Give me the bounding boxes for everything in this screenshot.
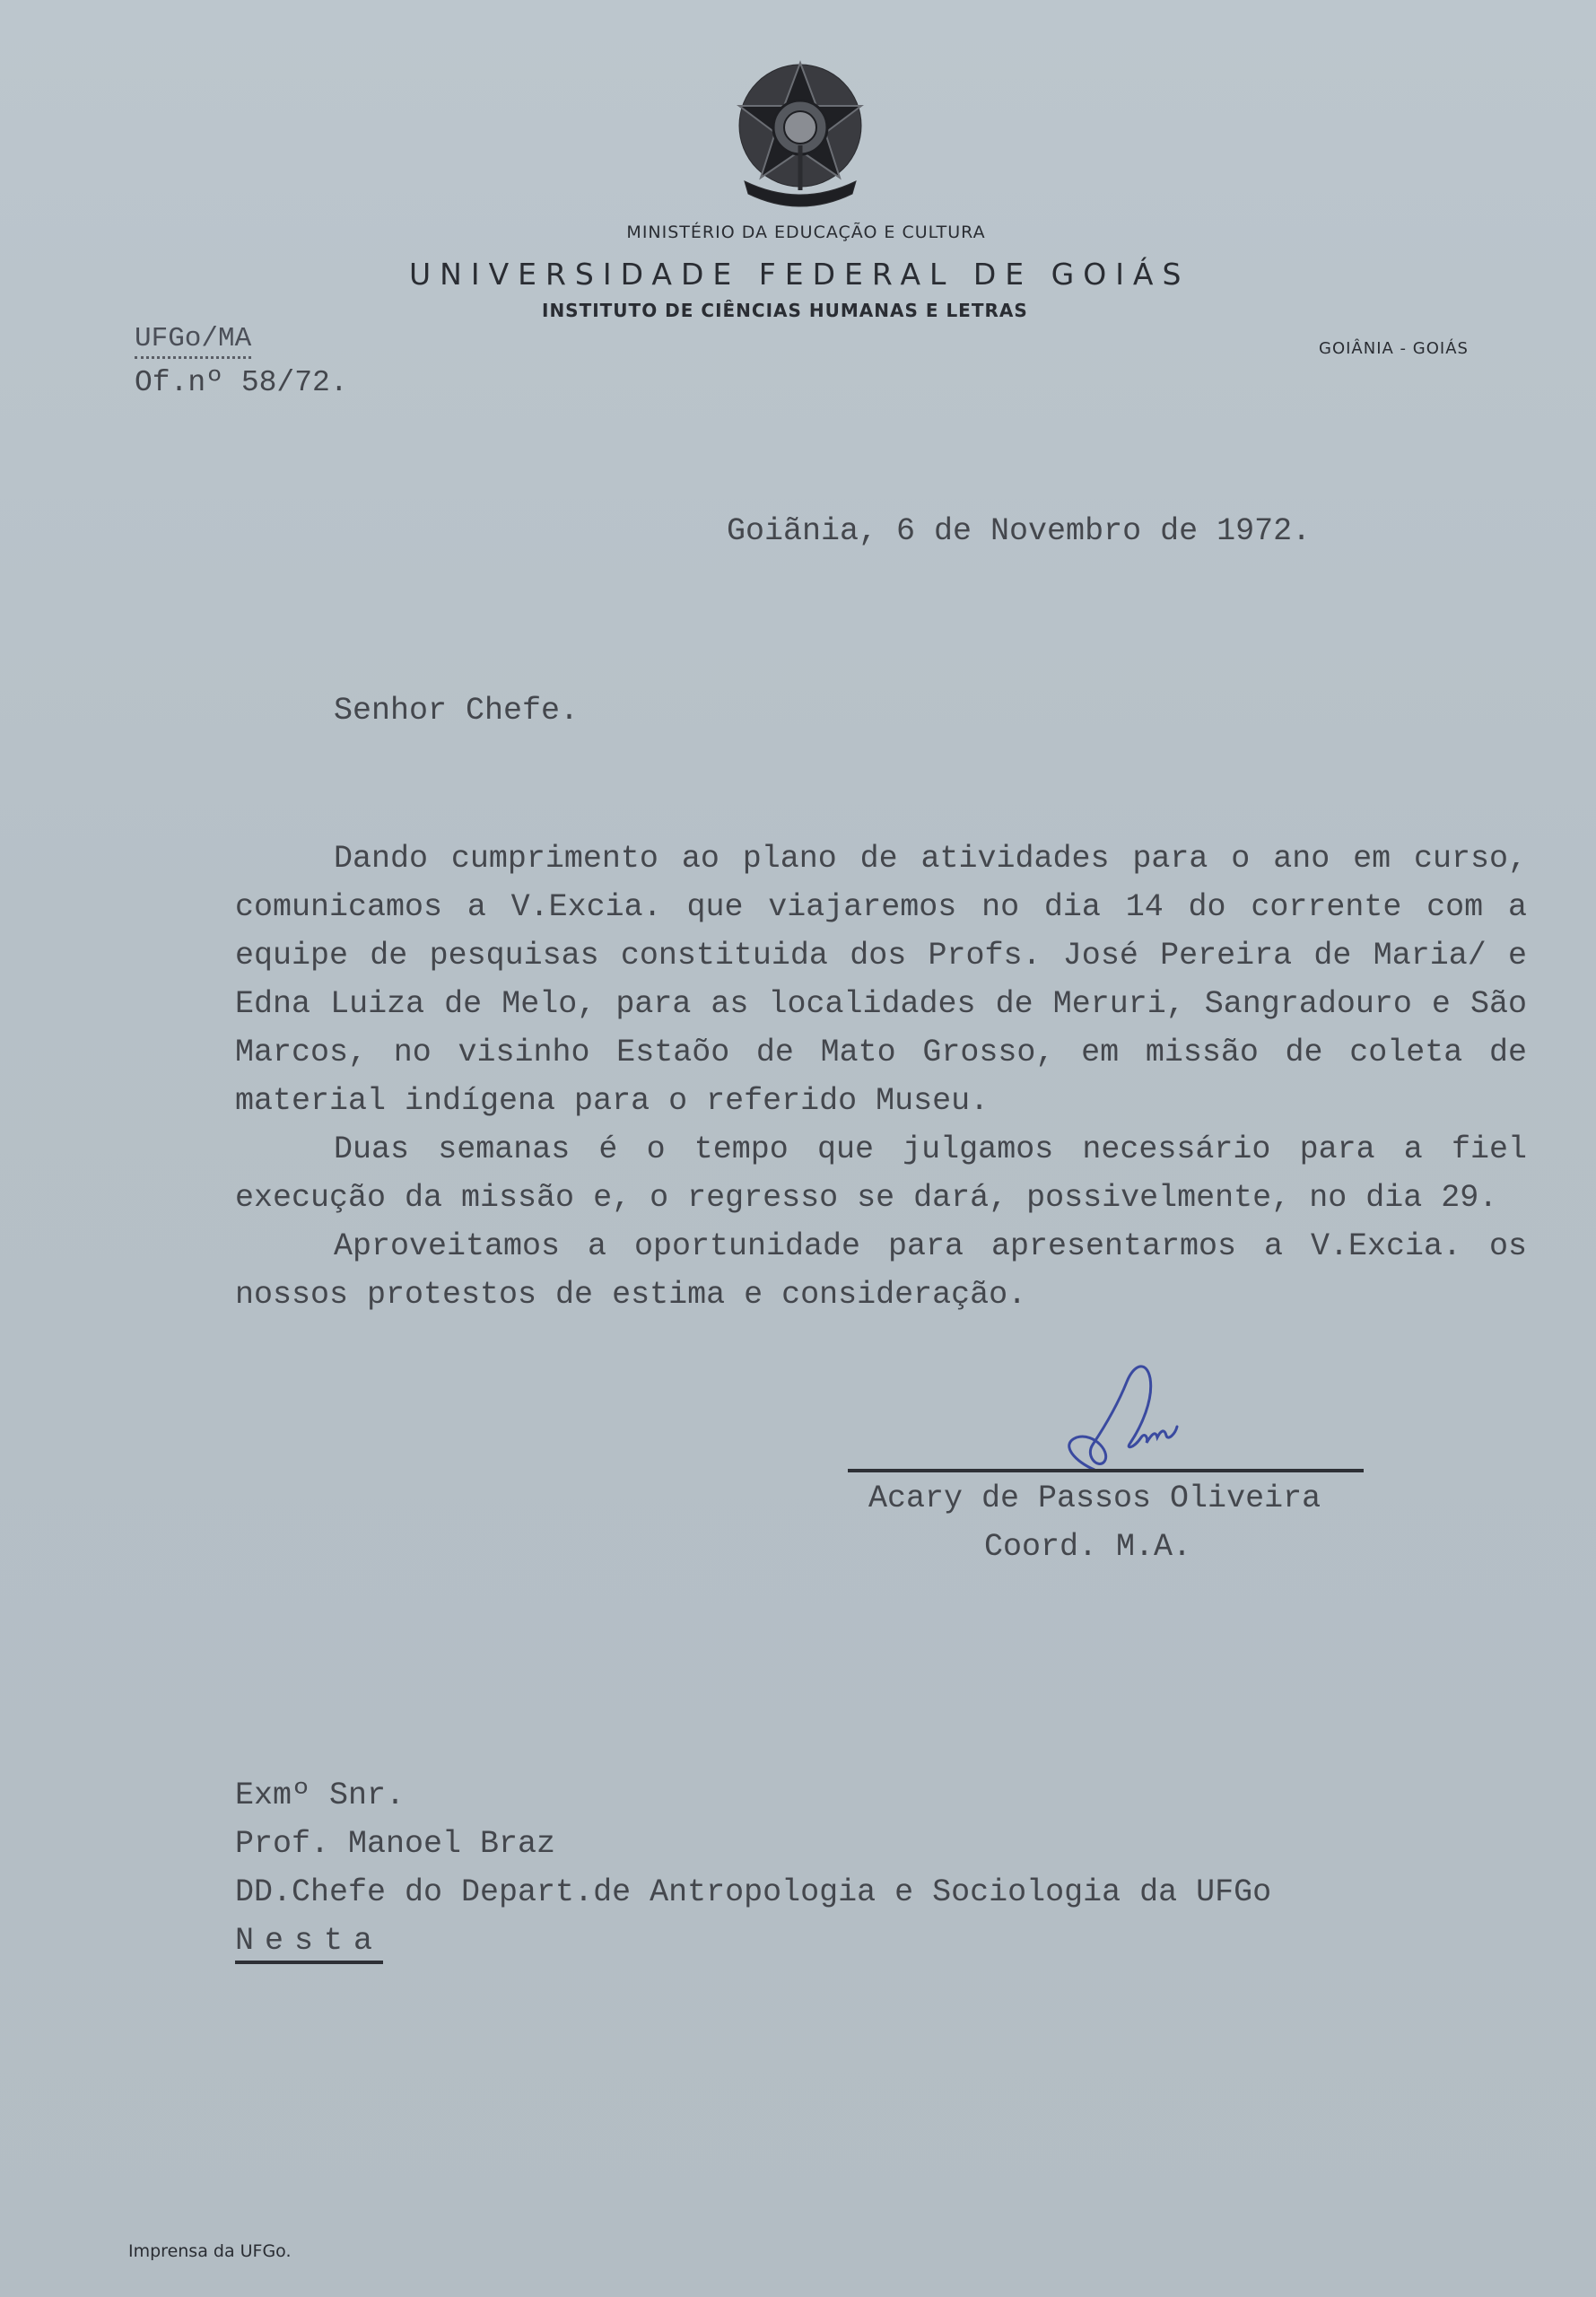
- signatory-title: Coord. M.A.: [984, 1529, 1192, 1565]
- addressee-name: Prof. Manoel Braz: [235, 1826, 556, 1862]
- brazil-coat-of-arms-icon: [727, 56, 874, 208]
- addressee-block: [235, 1771, 1271, 1965]
- institute-heading: INSTITUTO DE CIÊNCIAS HUMANAS E LETRAS: [542, 300, 1028, 321]
- handwritten-signature-icon: [1041, 1355, 1193, 1480]
- date-line: Goiãnia, 6 de Novembro de 1972.: [727, 513, 1312, 549]
- letterhead-city: GOIÂNIA - GOIÁS: [1319, 339, 1469, 358]
- printer-imprint: Imprensa da UFGo.: [128, 2241, 292, 2261]
- body-paragraph-2: Duas semanas é o tempo que julgamos necessário para a fiel execução da missão e, o regresso se dará, possivelmente, no dia 29.: [235, 1131, 1527, 1216]
- signature-line: [848, 1469, 1364, 1472]
- addressee-location: Nesta: [235, 1921, 383, 1964]
- signatory-name: Acary de Passos Oliveira: [868, 1480, 1321, 1516]
- body-paragraph-3: Aproveitamos a oportunidade para apresentarmos a V.Excia. os nossos protestos de estima e consideração.: [235, 1228, 1527, 1313]
- reference-number: Of.nº 58/72.: [135, 366, 348, 399]
- salutation: Senhor Chefe.: [334, 693, 580, 729]
- letter-body: [235, 834, 1527, 1319]
- addressee-greeting: Exmº Snr.: [235, 1777, 406, 1813]
- reference-code: UFGo/MA: [135, 323, 251, 359]
- body-paragraph-1: Dando cumprimento ao plano de atividades para o ano em curso, comunicamos a V.Excia. que viajaremos no dia 14 do corrente com a equipe de pesquisas constituida dos Profs. José Pereira de Maria/ e Edna Luiza de Melo, para as localidades de Meruri, Sangradouro e São Marcos, no visinho Estaõo de Mato Grosso, em missão de coleta de material indígena para o referido Museu.: [235, 841, 1527, 1119]
- addressee-department: DD.Chefe do Depart.de Antropologia e Sociologia da UFGo: [235, 1874, 1272, 1910]
- university-heading: UNIVERSIDADE FEDERAL DE GOIÁS: [409, 257, 1190, 292]
- ministry-heading: MINISTÉRIO DA EDUCAÇÃO E CULTURA: [626, 223, 986, 242]
